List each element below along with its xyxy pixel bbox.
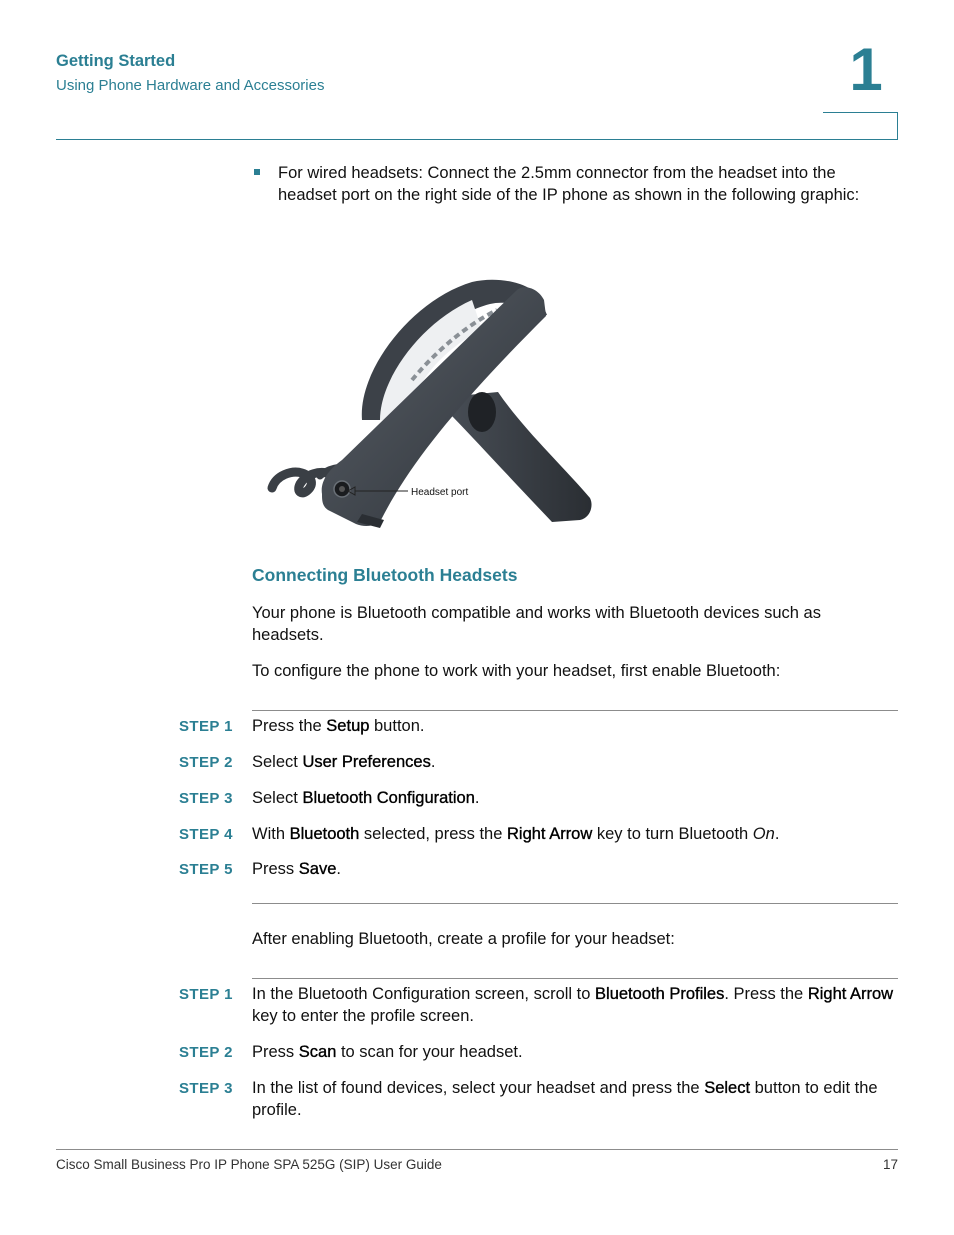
step-text: In the list of found devices, select your headset and press the Select button to edit the profile. bbox=[252, 1079, 878, 1119]
footer-guide-title: Cisco Small Business Pro IP Phone SPA 525G (SIP) User Guide bbox=[56, 1157, 442, 1172]
step-label: STEP 2 bbox=[179, 754, 233, 771]
footer-divider bbox=[56, 1149, 898, 1150]
step-label: STEP 4 bbox=[179, 826, 233, 843]
step-label: STEP 3 bbox=[179, 1080, 233, 1097]
step-label: STEP 3 bbox=[179, 790, 233, 807]
steps-top-rule bbox=[252, 710, 898, 711]
step-label: STEP 1 bbox=[179, 986, 233, 1003]
section-heading: Connecting Bluetooth Headsets bbox=[252, 565, 518, 585]
step-text: Press Scan to scan for your headset. bbox=[252, 1043, 523, 1061]
phone-illustration bbox=[262, 270, 612, 532]
instruction-paragraph: To configure the phone to work with your headset, first enable Bluetooth: bbox=[252, 662, 781, 680]
chapter-title: Getting Started bbox=[56, 52, 176, 70]
header-divider bbox=[56, 139, 898, 140]
step-text: Press the Setup button. bbox=[252, 717, 425, 735]
page-number: 17 bbox=[882, 1157, 898, 1172]
chapter-tab-frame bbox=[823, 112, 898, 139]
phone-side-view-figure bbox=[262, 270, 612, 532]
step-text: Press Save. bbox=[252, 860, 341, 878]
step-label: STEP 1 bbox=[179, 718, 233, 735]
step-text: Select Bluetooth Configuration. bbox=[252, 789, 480, 807]
step-text: With Bluetooth selected, press the Right Arrow key to turn Bluetooth On. bbox=[252, 825, 780, 843]
section-subtitle: Using Phone Hardware and Accessories bbox=[56, 77, 325, 94]
steps-bottom-rule bbox=[252, 903, 898, 904]
step-label: STEP 2 bbox=[179, 1044, 233, 1061]
bullet-marker bbox=[254, 169, 260, 175]
headset-port-callout: Headset port bbox=[411, 487, 469, 498]
intro-paragraph: Your phone is Bluetooth compatible and works with Bluetooth devices such as headsets. bbox=[252, 604, 821, 644]
step-text: In the Bluetooth Configuration screen, scroll to Bluetooth Profiles. Press the Right Arrow key to enter the profile screen. bbox=[252, 985, 894, 1025]
after-paragraph: After enabling Bluetooth, create a profile for your headset: bbox=[252, 930, 675, 948]
bullet-paragraph: For wired headsets: Connect the 2.5mm connector from the headset into the headset port on the right side of the IP phone as shown in the following graphic: bbox=[278, 164, 860, 204]
chapter-number: 1 bbox=[849, 36, 883, 103]
step-text: Select User Preferences. bbox=[252, 753, 436, 771]
steps-top-rule bbox=[252, 978, 898, 979]
step-label: STEP 5 bbox=[179, 861, 233, 878]
